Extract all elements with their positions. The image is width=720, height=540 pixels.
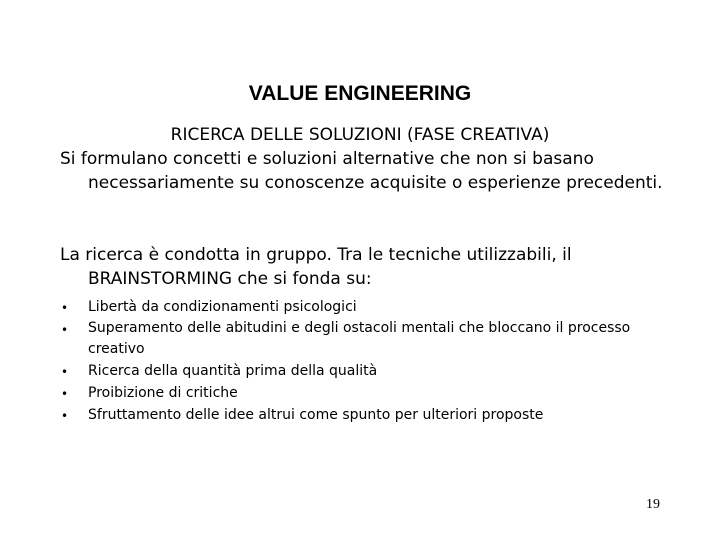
bullet-list bbox=[60, 296, 660, 426]
bullet-item bbox=[60, 360, 660, 382]
bullet-icon: • bbox=[61, 365, 69, 379]
bullet-text: Superamento delle abitudini e degli ostacoli mentali che bloccano il processo creativo bbox=[88, 320, 631, 357]
section-subtitle: RICERCA DELLE SOLUZIONI (FASE CREATIVA) bbox=[170, 125, 550, 145]
bullet-item bbox=[60, 382, 660, 404]
bullet-item bbox=[60, 318, 660, 360]
bullet-icon: • bbox=[61, 301, 69, 315]
slide-title: VALUE ENGINEERING bbox=[248, 82, 472, 105]
paragraph-concepts: Si formulano concetti e soluzioni alternative che non si basano necessariamente su conoscenze acquisite o esperienze precedenti. bbox=[60, 149, 663, 193]
bullet-icon: • bbox=[61, 323, 69, 337]
bullet-icon: • bbox=[61, 387, 69, 401]
bullet-text: Libertà da condizionamenti psicologici bbox=[88, 299, 357, 315]
page-number: 19 bbox=[646, 497, 660, 512]
bullet-text: Ricerca della quantità prima della qualità bbox=[88, 363, 378, 379]
bullet-text: Proibizione di critiche bbox=[88, 385, 238, 401]
bullet-icon: • bbox=[61, 409, 69, 423]
bullet-item bbox=[60, 404, 660, 426]
bullet-item bbox=[60, 296, 660, 318]
paragraph-brainstorming: La ricerca è condotta in gruppo. Tra le tecniche utilizzabili, il BRAINSTORMING che si fonda su: bbox=[60, 245, 572, 289]
bullet-text: Sfruttamento delle idee altrui come spunto per ulteriori proposte bbox=[88, 407, 544, 423]
